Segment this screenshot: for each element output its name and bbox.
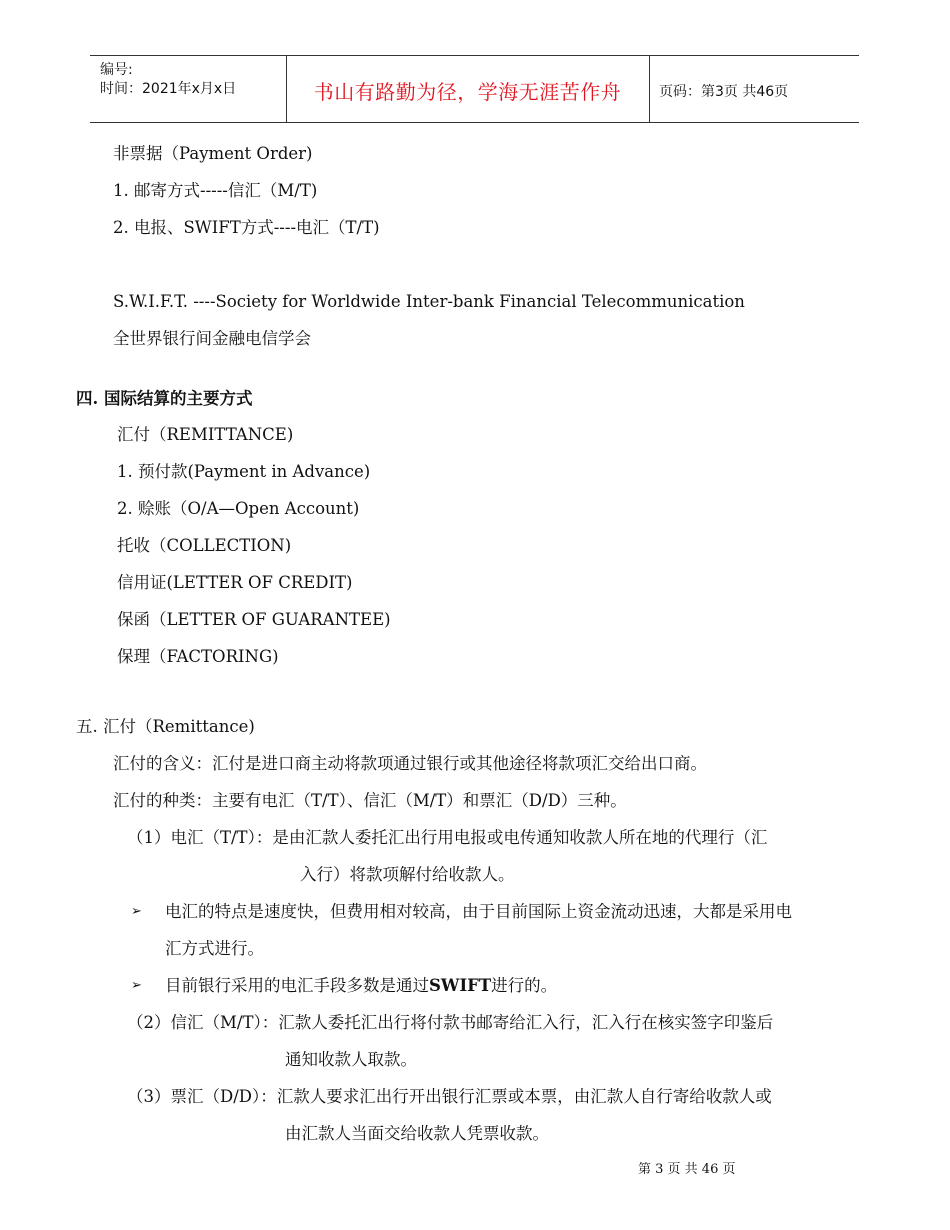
text-line: （3）票汇（D/D）：汇款人要求汇出行开出银行汇票或本票，由汇款人自行寄给收款人或 bbox=[127, 1087, 772, 1106]
text-line: 通知收款人取款。 bbox=[285, 1050, 417, 1069]
bullet-arrow-icon: ➢ bbox=[131, 904, 142, 919]
text-line: 汇方式进行。 bbox=[165, 939, 264, 958]
text-line: 1. 邮寄方式-----信汇（M/T) bbox=[113, 181, 318, 200]
text-line: 保理（FACTORING) bbox=[117, 647, 279, 666]
text-line: 保函（LETTER OF GUARANTEE) bbox=[117, 610, 391, 629]
section-heading-5: 五. 汇付（Remittance) bbox=[76, 717, 255, 736]
text-span: 目前银行采用的电汇手段多数是通过 bbox=[165, 976, 429, 995]
text-line: 入行）将款项解付给收款人。 bbox=[300, 865, 515, 884]
text-line: 非票据（Payment Order) bbox=[113, 144, 313, 163]
text-span: 进行的。 bbox=[491, 976, 558, 995]
swift-bold: SWIFT bbox=[429, 976, 492, 995]
text-line: 2. 赊账（O/A—Open Account) bbox=[117, 499, 360, 518]
bullet-arrow-icon: ➢ bbox=[131, 978, 142, 993]
text-line: 汇付（REMITTANCE) bbox=[117, 425, 294, 444]
header-table bbox=[90, 55, 859, 123]
text-line: （2）信汇（M/T）：汇款人委托汇出行将付款书邮寄给汇入行，汇入行在核实签字印鉴后 bbox=[127, 1013, 774, 1032]
text-line: 信用证(LETTER OF CREDIT) bbox=[117, 573, 353, 592]
page-footer: 第 3 页 共 46 页 bbox=[638, 1162, 736, 1177]
header-motto: 书山有路勤为径，学海无涯苦作舟 bbox=[313, 80, 622, 104]
text-line: 托收（COLLECTION) bbox=[117, 536, 292, 555]
text-line: 由汇款人当面交给收款人凭票收款。 bbox=[285, 1124, 549, 1143]
text-line: 全世界银行间金融电信学会 bbox=[113, 329, 311, 348]
text-line: S.W.I.F.T. ----Society for Worldwide Inter-bank Financial Telecommunication bbox=[113, 292, 745, 311]
section-heading-4: 四. 国际结算的主要方式 bbox=[76, 389, 253, 408]
text-line: 电汇的特点是速度快，但费用相对较高，由于目前国际上资金流动迅速，大都是采用电 bbox=[165, 902, 792, 921]
time-label: 时间：2021年x月x日 bbox=[100, 81, 237, 97]
page-info: 页码：第3页 共46页 bbox=[659, 84, 789, 100]
text-line bbox=[165, 975, 557, 997]
text-line: 汇付的含义：汇付是进口商主动将款项通过银行或其他途径将款项汇交给出口商。 bbox=[113, 754, 707, 773]
header-divider bbox=[649, 56, 650, 122]
text-line: 汇付的种类：主要有电汇（T/T）、信汇（M/T）和票汇（D/D）三种。 bbox=[113, 791, 627, 810]
text-line: 2. 电报、SWIFT方式----电汇（T/T) bbox=[113, 218, 380, 237]
code-label: 编号: bbox=[100, 62, 133, 78]
text-line: （1）电汇（T/T）：是由汇款人委托汇出行用电报或电传通知收款人所在地的代理行（汇 bbox=[127, 828, 768, 847]
text-line: 1. 预付款(Payment in Advance) bbox=[117, 462, 371, 481]
